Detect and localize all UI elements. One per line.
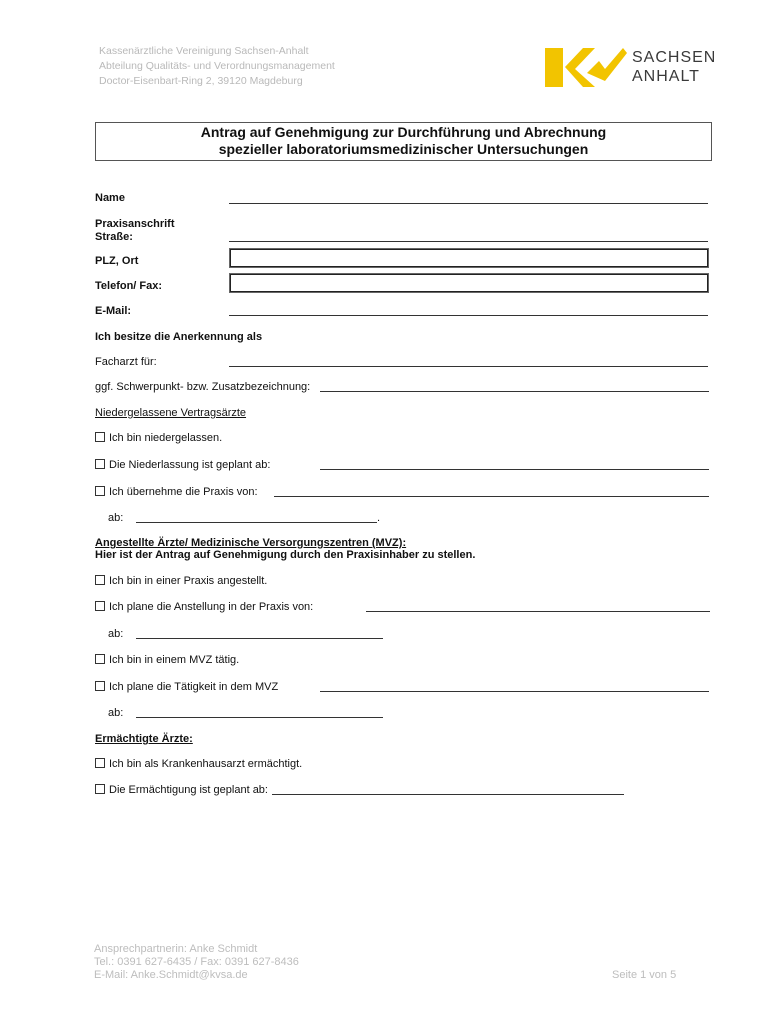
checkbox[interactable]: [95, 758, 105, 768]
email-label: E-Mail:: [95, 305, 132, 317]
telefon-fax-label: Telefon/ Fax:: [95, 280, 163, 292]
krankenhausarzt-option[interactable]: Ich bin als Krankenhausarzt ermächtigt.: [95, 758, 302, 770]
checkbox[interactable]: [95, 575, 105, 585]
form-title-box: [95, 122, 712, 161]
mvz-ab-label: ab:: [108, 707, 124, 719]
praxis-uebernahme-field[interactable]: [274, 496, 709, 497]
name-label: Name: [95, 192, 125, 204]
anstellung-ab-field[interactable]: [136, 638, 383, 639]
checkbox[interactable]: [95, 784, 105, 794]
anstellung-praxis-field[interactable]: [366, 611, 710, 612]
footer-phone: Tel.: 0391 627-6435 / Fax: 0391 627-8436: [94, 956, 299, 968]
form-title-line1: Antrag auf Genehmigung zur Durchführung und Abrechnung: [200, 124, 607, 140]
ermaechtigung-geplant-option[interactable]: Die Ermächtigung ist geplant ab:: [95, 784, 268, 796]
anstellung-ab-label: ab:: [108, 628, 124, 640]
header-org: Kassenärztliche Vereinigung Sachsen-Anhalt: [99, 45, 309, 57]
praxis-angestellt-option[interactable]: Ich bin in einer Praxis angestellt.: [95, 575, 267, 587]
uebernahme-ab-label: ab:: [108, 512, 124, 524]
footer-email: E-Mail: Anke.Schmidt@kvsa.de: [94, 969, 248, 981]
kvsa-logo: [543, 45, 718, 90]
logo-text-anhalt: ANHALT: [632, 68, 700, 85]
mvz-geplant-option[interactable]: Ich plane die Tätigkeit in dem MVZ: [95, 681, 278, 693]
mvz-taetig-option[interactable]: Ich bin in einem MVZ tätig.: [95, 654, 239, 666]
niedergelassen-option[interactable]: Ich bin niedergelassen.: [95, 432, 222, 444]
facharzt-label: Facharzt für:: [95, 356, 157, 368]
name-field[interactable]: [229, 203, 708, 204]
plz-ort-field[interactable]: [230, 249, 708, 267]
logo-text-sachsen: SACHSEN: [632, 49, 717, 66]
anerkennung-heading: Ich besitze die Anerkennung als: [95, 331, 263, 343]
footer-contact: Ansprechpartnerin: Anke Schmidt: [94, 943, 258, 955]
schwerpunkt-label: ggf. Schwerpunkt- bzw. Zusatzbezeichnung:: [95, 381, 311, 393]
ermaechtigte-heading: Ermächtigte Ärzte:: [95, 733, 193, 745]
form-title-line2: spezieller laboratoriumsmedizinischer Untersuchungen: [218, 141, 589, 157]
uebernahme-ab-suffix: .: [377, 512, 381, 524]
checkbox[interactable]: [95, 681, 105, 691]
praxisanschrift-label: Praxisanschrift: [95, 218, 175, 230]
checkbox[interactable]: [95, 459, 105, 469]
mvz-ab-field[interactable]: [136, 717, 383, 718]
strasse-label: Straße:: [95, 231, 133, 243]
ermaechtigung-date-field[interactable]: [272, 794, 624, 795]
page-number: Seite 1 von 5: [612, 969, 677, 981]
kvsa-logo-mark: [543, 45, 629, 90]
angestellte-heading: Angestellte Ärzte/ Medizinische Versorgungszentren (MVZ):: [95, 537, 407, 549]
mvz-field[interactable]: [320, 691, 709, 692]
niedergelassene-heading: Niedergelassene Vertragsärzte: [95, 407, 247, 419]
niederlassung-geplant-option[interactable]: Die Niederlassung ist geplant ab:: [95, 459, 270, 471]
plz-ort-label: PLZ, Ort: [95, 255, 139, 267]
checkbox[interactable]: [95, 432, 105, 442]
checkbox[interactable]: [95, 601, 105, 611]
schwerpunkt-field[interactable]: [320, 391, 709, 392]
niederlassung-date-field[interactable]: [320, 469, 709, 470]
strasse-field[interactable]: [229, 241, 708, 242]
facharzt-field[interactable]: [229, 366, 708, 367]
praxis-uebernahme-option[interactable]: Ich übernehme die Praxis von:: [95, 486, 258, 498]
uebernahme-ab-field[interactable]: [136, 522, 377, 523]
telefon-fax-field[interactable]: [230, 274, 708, 292]
checkbox[interactable]: [95, 486, 105, 496]
email-field[interactable]: [229, 315, 708, 316]
anstellung-geplant-option[interactable]: Ich plane die Anstellung in der Praxis von:: [95, 601, 313, 613]
checkbox[interactable]: [95, 654, 105, 664]
angestellte-note: Hier ist der Antrag auf Genehmigung durch den Praxisinhaber zu stellen.: [95, 549, 476, 561]
header-address: Doctor-Eisenbart-Ring 2, 39120 Magdeburg: [99, 75, 303, 87]
header-dept: Abteilung Qualitäts- und Verordnungsmanagement: [99, 60, 335, 72]
